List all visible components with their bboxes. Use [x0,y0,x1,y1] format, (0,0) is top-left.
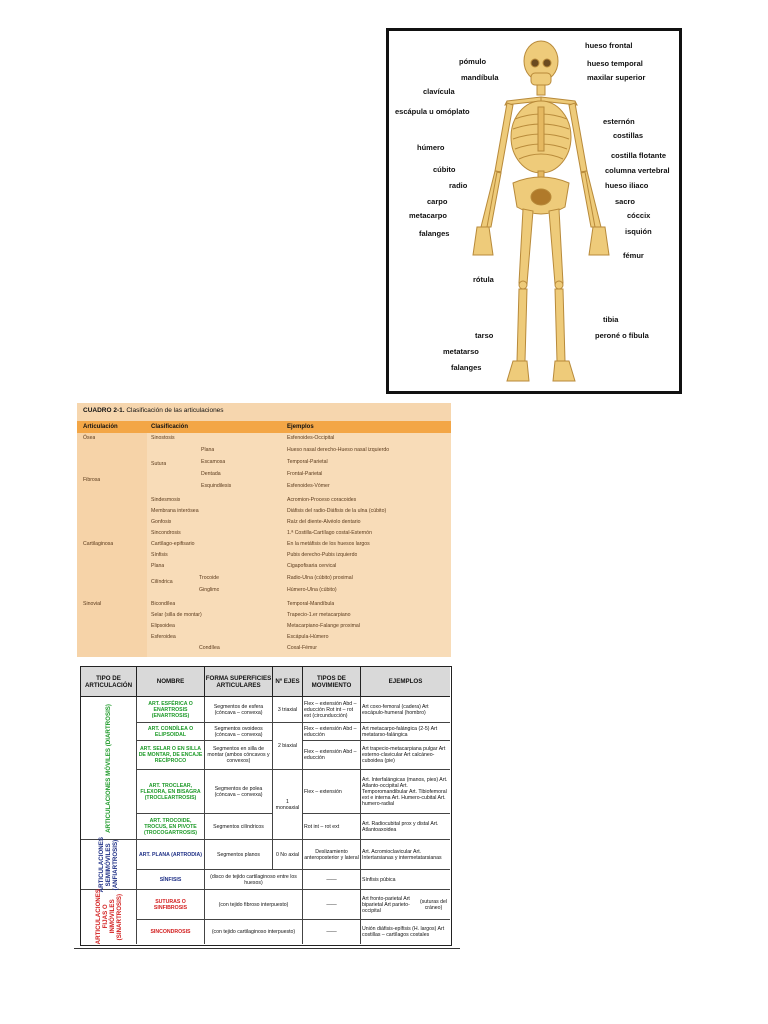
t2-row7-mov: —— [303,890,361,920]
example-4: Esfenoides-Vómer [287,483,330,489]
t2-row6-ej: Sínfisis púbica [361,870,450,890]
label-falanges-pie: falanges [451,363,482,372]
t2-header-ejemplos: EJEMPLOS [361,667,450,697]
example-15: Trapecio-1.er metacarpiano [287,612,351,618]
group-fibrosa: Fibrosa [83,477,101,483]
cuadro-title-number: CUADRO 2-1. [83,407,125,414]
class-cartilago-epifisario: Cartílago-epifisario [151,541,195,547]
t2-row4-forma: Segmentos cilíndricos [205,814,273,840]
t2-row0-ejes: 3 triaxial [273,697,303,723]
label-pomulo: pómulo [459,57,487,66]
bottom-rule [74,948,460,949]
example-7: Raíz del diente-Alvéolo dentario [287,519,361,525]
label-isquion: isquión [625,227,652,236]
t2-row7-note: (suturas del cráneo) [417,890,450,920]
group-sinovial: Sinovial [83,601,102,607]
label-sacro: sacro [615,197,636,206]
example-8: 1.ª Costilla-Cartílago costal-Esternón [287,530,372,536]
label-costilla-flotante: costilla flotante [611,151,667,160]
label-maxilar-superior: maxilar superior [587,73,646,82]
t2-header-forma: FORMA SUPERFICIES ARTICULARES [205,667,273,697]
t2-row6-forma: (disco de tejido cartilaginoso entre los huesos) [205,870,303,890]
label-cubito: cúbito [433,165,456,174]
skeleton-figure [386,28,682,394]
t2-header-movimiento: TIPOS DE MOVIMIENTO [303,667,361,697]
t2-row4-ej: Art. Radiocubital prox y distal Art. Atlantoaxoidea [361,814,450,840]
class-sindesmosis: Sindesmosis [151,497,181,503]
t2-header-ejes: Nº EJES [273,667,303,697]
group-cartilaginosa: Cartilaginosa [83,541,114,547]
cuadro-header-row [77,421,451,433]
subclass-dentada: Dentada [201,471,221,477]
t2-row7-forma: (con tejido fibroso interpuesto) [205,890,303,920]
label-rotula: rótula [473,275,494,284]
tipos-articulacion-table [80,666,452,946]
t2-group-fijas-text: ARTICULACIONES FIJAS O INMÓVILES (SINARTROSIS) [94,889,123,945]
t2-row0-ej: Art coxo-femoral (cadera) Art escápulo-humeral (hombro) [361,697,450,723]
t2-row8-forma: (con tejido cartilaginoso interpuesto) [205,920,303,944]
t2-group-fijas [81,890,137,944]
subclass-trocoide: Trocoide [199,575,219,581]
example-11: Cigapofisaria cervical [287,563,337,569]
label-esternon: esternón [603,117,635,126]
t2-header-tipo: TIPO DE ARTICULACIÓN [81,667,137,697]
t2-row1-forma: Segmentos ovoideos (cóncava – convexa) [205,723,273,741]
t2-row7-ej: Art fronto-parietal Art biparietal Art parieto-occipital [361,890,417,920]
example-18: Coxal-Fémur [287,645,317,651]
label-columna-vertebral: columna vertebral [605,166,670,175]
label-tarso: tarso [475,331,494,340]
t2-row1-name: ART. CONDÍLEA O ELIPSOIDAL [137,723,205,741]
label-falanges-mano: falanges [419,229,450,238]
t2-group-semimoviles-text: ARTICULACIONES SEMIMÓVILES (ANFIARTROSIS) [98,836,119,893]
class-cilindrica: Cilíndrica [151,579,173,585]
t2-row3-ejes: 1 monoaxial [273,770,303,840]
example-2: Temporal-Parietal [287,459,328,465]
example-17: Escápula-Húmero [287,634,329,640]
class-bicondilea: Bicondílea [151,601,176,607]
class-membrana: Membrana interósea [151,508,199,514]
t2-row6-name: SÍNFISIS [137,870,205,890]
example-3: Frontal-Parietal [287,471,323,477]
label-escapula: escápula u omóplato [395,107,470,116]
label-femur: fémur [623,251,644,260]
t2-group-moviles-text: ARTICULACIONES MÓVILES (DIARTROSIS) [105,703,112,833]
label-carpo: carpo [427,197,448,206]
group-osea: Ósea [83,435,96,441]
t2-row8-mov: —— [303,920,361,944]
subclass-plana: Plana [201,447,215,453]
subclass-condilea: Condílea [199,645,220,651]
t2-row3-ej: Art. Interfalángicas (manos, pies) Art. Atlanto-occipital Art. Temporomandibular Art. Tibiofemoral ext e interna Art. Humero-cubital Art. humero-radial [361,770,450,814]
t2-row5-mov: Deslizamiento anteroposterior y lateral [303,840,361,870]
t2-row4-mov: Rot int – rot ext [303,814,361,840]
label-perone: peroné o fíbula [595,331,649,340]
t2-row2-name: ART. SELAR O EN SILLA DE MONTAR, DE ENCAJE RECÍPROCO [137,741,205,770]
subclass-esquindilesis: Esquindilesis [201,483,232,489]
t2-row8-name: SINCONDROSIS [137,920,205,944]
class-sinostosis: Sinostosis [151,435,175,441]
class-selar: Selar (silla de montar) [151,612,202,618]
example-5: Acromion-Proceso coracoides [287,497,357,503]
t2-row6-mov: —— [303,870,361,890]
class-sinfisis: Sínfisis [151,552,168,558]
example-9: En la metáfisis de los huesos largos [287,541,370,547]
t2-row3-forma: Segmentos de polea (cóncava – convexa) [205,770,273,814]
example-6: Diáfisis del radio-Diáfisis de la ulna (cúbito) [287,508,387,514]
t2-row1-ej: Art metacarpo-falángica (2-5) Art metatarso-falángica [361,723,450,741]
t2-row2-ej: Art trapecio-metacarpiana pulgar Art esterno-clavicular Art calcáneo-cuboidea (pie) [361,741,450,770]
label-hueso-temporal: hueso temporal [587,59,643,68]
example-0: Esfenoides-Occipital [287,435,335,441]
t2-row0-mov: Flex – extensión Abd – educción Rot int – rot ext (circunducción) [303,697,361,723]
example-13: Húmero-Ulna (cúbito) [287,587,337,593]
label-mandibula: mandíbula [461,73,499,82]
label-humero: húmero [417,143,445,152]
label-clavicula: clavícula [423,87,455,96]
t2-row3-name: ART. TROCLEAR, FLEXORA, EN BISAGRA (TROCLEARTROSIS) [137,770,205,814]
t2-row5-ejes: 0 No axial [273,840,303,870]
t2-row7-name: SUTURAS O SINFIBROSIS [137,890,205,920]
label-metacarpo: metacarpo [409,211,447,220]
class-sincondrosis: Sincondrosis [151,530,181,536]
class-plana: Plana [151,563,165,569]
header-ejemplos: Ejemplos [287,424,314,430]
example-1: Hueso nasal derecho-Hueso nasal izquierdo [287,447,390,453]
label-costillas: costillas [613,131,644,140]
header-clasificacion: Clasificación [151,424,189,430]
t2-row4-name: ART. TROCOIDE, TROCUS, EN PIVOTE (TROCOGARTROSIS) [137,814,205,840]
t2-row1-ejes: 2 biaxial [273,723,303,770]
t2-row1-mov: Flex – extensión Abd – educción [303,723,361,741]
header-articulacion: Articulación [83,424,118,430]
t2-row0-forma: Segmentos de esfera (cóncava – convexa) [205,697,273,723]
t2-row5-name: ART. PLANA (ARTRODIA) [137,840,205,870]
class-elipsoidea: Elipsoidea [151,623,175,629]
label-tibia: tibia [603,315,619,324]
t2-group-semimoviles [81,836,137,893]
t2-row2-mov: Flex – extensión Abd – educción [303,741,361,770]
label-metatarso: metatarso [443,347,479,356]
example-12: Radio-Ulna (cúbito) proximal [287,575,353,581]
subclass-ginglimo: Ginglimo [199,587,220,593]
t2-row5-forma: Segmentos planos [205,840,273,870]
example-10: Pubis derecho-Pubis izquierdo [287,552,358,558]
t2-header-nombre: NOMBRE [137,667,205,697]
t2-row8-ej: Unión diáfisis-epífisis (H. largos) Art costillas – cartílagos costales [362,926,445,938]
label-coccix: cóccix [627,211,651,220]
t2-group-moviles [81,697,137,840]
cuadro-title [77,403,451,419]
cuadro-title-text: Clasificación de las articulaciones [126,407,224,414]
class-gonfosis: Gonfosis [151,519,172,525]
example-14: Temporal-Mandíbula [287,601,335,607]
subclass-escamosa: Escamosa [201,459,226,465]
example-16: Metacarpiano-Falange proximal [287,623,360,629]
label-hueso-iliaco: hueso iliaco [605,181,649,190]
t2-row3-mov: Flex – extensión [303,770,361,814]
label-hueso-frontal: hueso frontal [585,41,633,50]
cuadro-clasificacion [77,403,451,657]
class-esferoidea: Esferoidea [151,634,176,640]
t2-row5-ej: Art. Acromioclavicular Art. Intertarsianas y intermetatarsianas [361,840,450,870]
class-sutura: Sutura [151,461,167,467]
t2-row2-forma: Segmentos en silla de montar (ambos cóncavos y convexos) [205,741,273,770]
t2-row0-name: ART. ESFÉRICA O ENARTROSIS (ENARTROSIS) [137,697,205,723]
label-radio: radio [449,181,468,190]
